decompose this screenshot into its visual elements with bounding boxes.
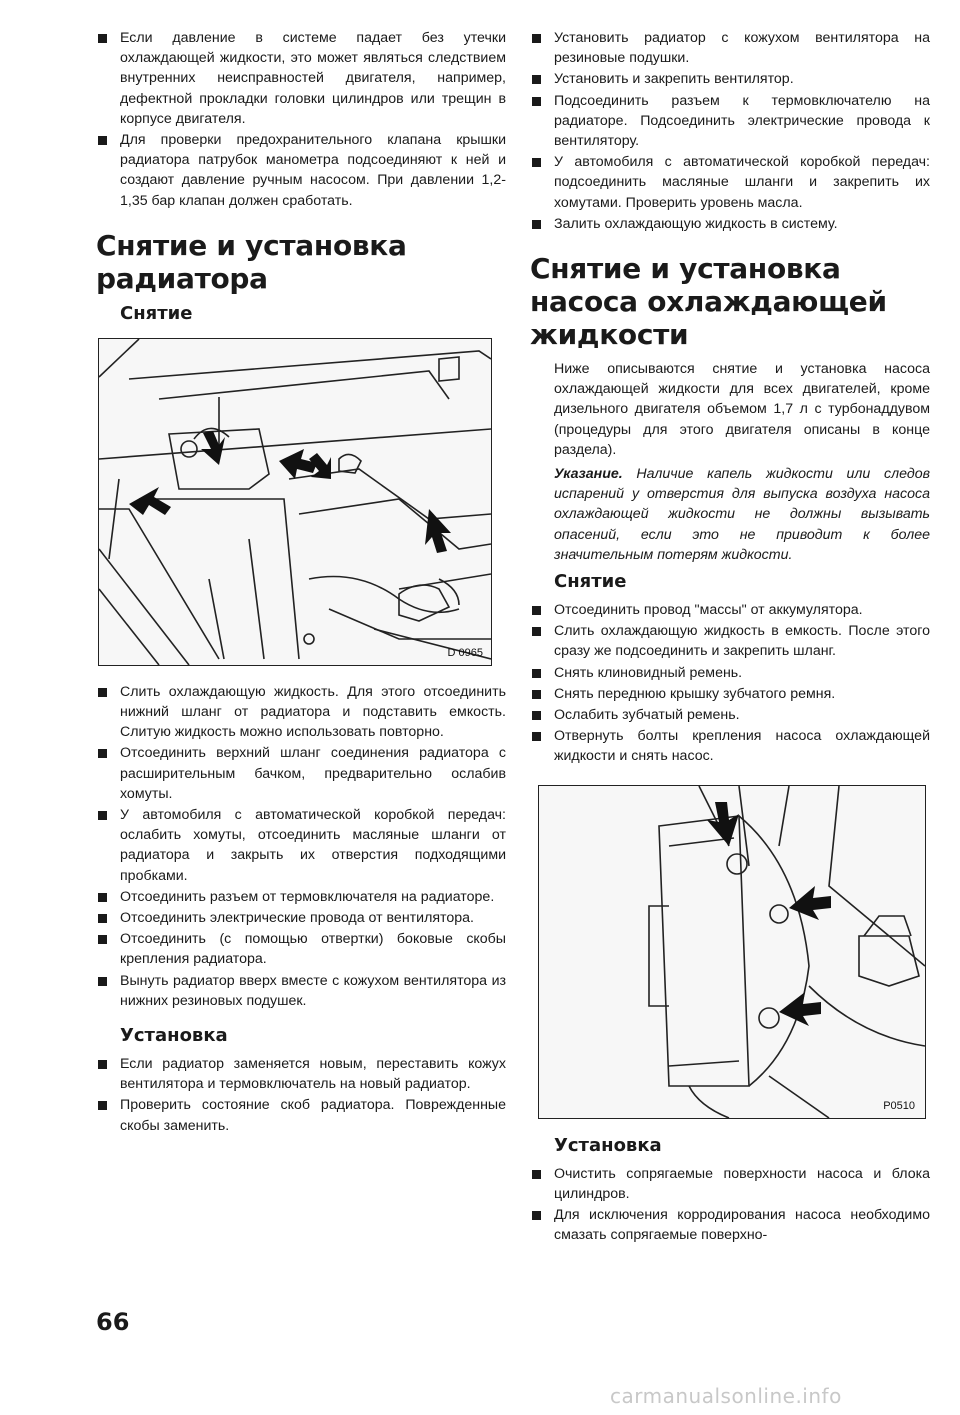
section-title-radiator: Снятие и установка радиатора: [96, 228, 407, 295]
list-item: Отсоединить электрические провода от вентилятора.: [96, 908, 506, 928]
arrow-icon: [789, 886, 831, 920]
list-item: Отсоединить разъем от термовключателя на радиаторе.: [96, 887, 506, 907]
list-item: Отсоединить верхний шланг соединения радиатора с расширительным бачком, предварительно ослабив хомуты.: [96, 743, 506, 804]
intro-paragraph: Ниже описываются снятие и установка насоса охлаждающей жидкости для всех двигателей, кроме дизельного двигателя объемом 1,7 л с турбонаддувом (процедуры для этого двигателя описаны в конце раздела).: [554, 361, 930, 458]
note-text: Наличие капель жидкости или следов испарений у отверстия для выпуска воздуха насоса охлаждающей жидкости не должны вызывать опасений, если это не приводит к более значительным потерям жидкости.: [554, 466, 930, 563]
list-item: Для исключения корродирования насоса необходимо смазать сопрягаемые поверхно-: [530, 1205, 930, 1245]
install-heading: Установка: [120, 1025, 228, 1047]
install-heading: Установка: [554, 1134, 662, 1156]
arrow-icon: [201, 431, 225, 465]
arrow-icon: [129, 487, 171, 515]
list-item: Подсоединить разъем к термовключателю на радиаторе. Подсоединить электрические провода к вентилятору.: [530, 91, 930, 152]
list-item: Отвернуть болты крепления насоса охлаждающей жидкости и снять насос.: [530, 726, 930, 766]
right-column: [530, 28, 930, 1247]
list-item: Если давление в системе падает без утечки охлаждающей жидкости, это может являться следствием внутренних неисправностей двигателя, например, дефектной прокладки головки цилиндров или трещин в корпусе двигателя.: [96, 28, 506, 129]
figure-id: P0510: [883, 1099, 915, 1112]
arrow-icon: [425, 509, 451, 553]
list-item: Отсоединить (с помощью отвертки) боковые скобы крепления радиатора.: [96, 929, 506, 969]
list-item: Если радиатор заменяется новым, переставить кожух вентилятора и термовключатель на новый радиатор.: [96, 1054, 506, 1094]
list-item: Залить охлаждающую жидкость в систему.: [530, 214, 930, 234]
list-item: Снять переднюю крышку зубчатого ремня.: [530, 684, 930, 704]
list-item: Ослабить зубчатый ремень.: [530, 705, 930, 725]
left-column: [96, 28, 506, 1137]
note-label: Указание.: [554, 466, 623, 483]
figure-id: D 0965: [447, 646, 483, 659]
watermark: carmanualsonline.info: [610, 1384, 842, 1408]
removal-heading: Снятие: [120, 302, 193, 324]
pump-illustration: [539, 786, 925, 1118]
radiator-figure: [98, 338, 492, 666]
list-item: Слить охлаждающую жидкость в емкость. После этого сразу же подсоединить и закрепить шланг.: [530, 621, 930, 661]
removal-heading: Снятие: [554, 571, 627, 593]
list-item: Проверить состояние скоб радиатора. Поврежденные скобы заменить.: [96, 1095, 506, 1135]
pump-figure: [538, 785, 926, 1119]
section-title-pump: Снятие и установка насоса охлаждающей жидкости: [530, 252, 887, 352]
page-number: 66: [96, 1308, 130, 1336]
arrow-icon: [779, 992, 821, 1026]
list-item: Отсоединить провод "массы" от аккумулятора.: [530, 600, 930, 620]
radiator-illustration: [99, 339, 491, 665]
list-item: Снять клиновидный ремень.: [530, 663, 930, 683]
list-item: Для проверки предохранительного клапана крышки радиатора патрубок манометра подсоединяют к ней и создают давление ручным насосом. При давлении 1,2-1,35 бар клапан должен сработать.: [96, 130, 506, 211]
list-item: Вынуть радиатор вверх вместе с кожухом вентилятора из нижних резиновых подушек.: [96, 971, 506, 1011]
list-item: Очистить сопрягаемые поверхности насоса и блока цилиндров.: [530, 1164, 930, 1204]
list-item: Установить радиатор с кожухом вентилятора на резиновые подушки.: [530, 28, 930, 68]
arrow-icon: [279, 449, 317, 479]
list-item: Слить охлаждающую жидкость. Для этого отсоединить нижний шланг от радиатора и подставить емкость. Слитую жидкость можно использовать повторно.: [96, 682, 506, 743]
note: [530, 464, 930, 565]
list-item: У автомобиля с автоматической коробкой передач: ослабить хомуты, отсоединить масляные шланги от радиатора и закрыть их отверстия подходящими пробками.: [96, 805, 506, 886]
list-item: У автомобиля с автоматической коробкой передач: подсоединить масляные шланги и закрепить их хомутами. Проверить уровень масла.: [530, 152, 930, 213]
list-item: Установить и закрепить вентилятор.: [530, 69, 930, 89]
